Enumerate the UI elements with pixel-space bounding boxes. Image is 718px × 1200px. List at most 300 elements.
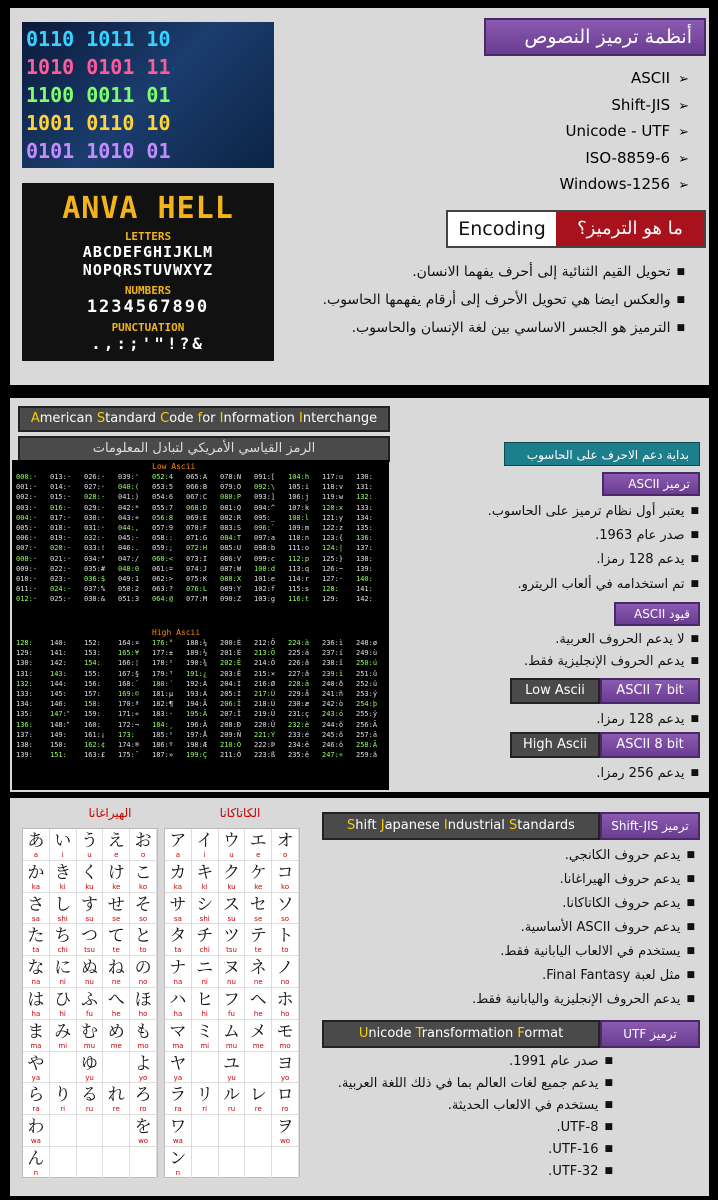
kana-char: さ xyxy=(27,894,45,915)
kana-cell xyxy=(50,1020,77,1052)
ascii-table-image xyxy=(12,460,389,790)
kana-cell xyxy=(23,988,50,1020)
kana-cell xyxy=(130,861,157,893)
kana-cell xyxy=(192,1115,219,1147)
sjis-bullet: ■ يدعم حروف الهيراغانا. xyxy=(560,872,695,887)
kana-cell xyxy=(192,1083,219,1115)
kana-cell xyxy=(272,1083,299,1115)
kana-cell xyxy=(219,1020,246,1052)
ascii-entry: 167:§ xyxy=(118,669,140,678)
ascii-entry: 026:· xyxy=(84,473,106,481)
kana-romaji: ko xyxy=(281,882,290,891)
kana-cell xyxy=(272,924,299,956)
ascii-entry: 178:² xyxy=(152,659,174,668)
ascii-entry: 159: xyxy=(84,710,107,719)
ascii-column xyxy=(50,638,84,760)
limit-bullet: ■ لا يدعم الحروف العربية. xyxy=(555,632,699,647)
kana-romaji: me xyxy=(110,1041,122,1050)
ascii-entry: 078:N xyxy=(220,473,242,481)
system-item: ➢ Windows-1256 xyxy=(469,172,689,199)
kana-romaji: o xyxy=(282,851,288,859)
ascii-entry: 003:· xyxy=(16,503,38,512)
ascii-entry: 013:· xyxy=(50,473,72,481)
ascii-entry: 011:· xyxy=(16,585,38,594)
svg-text:1100 0011 01: 1100 0011 01 xyxy=(26,83,171,107)
kana-char: む xyxy=(80,1021,98,1042)
ascii-entry: 015:· xyxy=(50,493,72,502)
ascii-entry: 183:· xyxy=(152,710,174,719)
ascii-entry: 155: xyxy=(84,669,106,678)
high-ascii-bullet: ■ يدعم 256 رمزا. xyxy=(596,766,699,781)
ascii-entry: 197:Å xyxy=(186,730,208,739)
ascii-entry: 066:B xyxy=(186,483,208,492)
kana-romaji: nu xyxy=(227,978,236,987)
kana-char: る xyxy=(80,1085,98,1106)
kana-romaji: na xyxy=(31,978,41,987)
kana-romaji: mo xyxy=(137,1041,149,1050)
ascii-column xyxy=(84,638,118,760)
ascii-entry: 157: xyxy=(84,689,106,698)
ascii-entry: 031:· xyxy=(84,523,106,532)
kana-char: い xyxy=(54,831,72,851)
ascii-entry: 246:ö xyxy=(322,740,344,749)
sjis-bullet: ■ يدعم حروف ASCII الأساسية. xyxy=(521,920,695,935)
system-item: ➢ ASCII xyxy=(469,66,689,93)
kana-char: ア xyxy=(169,831,187,851)
ascii-entry: 209:Ñ xyxy=(220,730,242,739)
kana-cell xyxy=(130,1083,157,1115)
ascii-entry: 132: xyxy=(16,679,39,688)
font-specimen-image xyxy=(22,183,274,361)
ascii-entry: 128: xyxy=(16,639,39,647)
kana-cell xyxy=(165,1052,192,1084)
kana-romaji: a xyxy=(33,851,39,859)
ascii-entry: 085:U xyxy=(220,544,242,553)
ascii-entry: 176:° xyxy=(152,639,174,647)
ascii-entry: 010:· xyxy=(16,574,38,583)
kana-cell xyxy=(272,1115,299,1147)
kana-cell xyxy=(77,1052,104,1084)
kana-cell xyxy=(192,924,219,956)
kana-cell xyxy=(23,893,50,925)
ascii-entry: 133: xyxy=(356,503,379,512)
kana-romaji: me xyxy=(252,1041,264,1050)
numbers-label: NUMBERS xyxy=(124,284,172,297)
kana-romaji: no xyxy=(280,978,290,987)
ascii-entry: 140: xyxy=(50,639,73,647)
kana-cell xyxy=(245,893,272,925)
ascii-entry: 129: xyxy=(16,649,39,658)
kana-romaji: wa xyxy=(30,1137,41,1146)
panel-text-encoding-systems xyxy=(10,8,709,385)
kana-romaji: u xyxy=(87,851,92,859)
ascii-entry: 063:? xyxy=(152,585,174,594)
ascii-entry: 005:· xyxy=(16,523,38,532)
ascii-entry: 211:Ó xyxy=(220,751,242,760)
kana-romaji: ke xyxy=(112,882,121,891)
kana-cell xyxy=(50,829,77,861)
ascii-entry: 135: xyxy=(16,710,39,719)
kana-cell xyxy=(165,1083,192,1115)
ascii-entry: 237:í xyxy=(322,649,344,658)
kana-romaji: ne xyxy=(111,978,121,987)
kana-cell xyxy=(245,1147,272,1179)
ascii-column xyxy=(220,472,254,604)
kana-char: も xyxy=(134,1021,152,1042)
ascii-entry: 248:ø xyxy=(356,639,378,647)
kana-romaji: ta xyxy=(174,946,182,955)
kana-cell xyxy=(219,893,246,925)
kana-char: ネ xyxy=(249,958,267,979)
ascii-entry: 189:½ xyxy=(186,649,208,658)
ascii-entry: 224:à xyxy=(288,639,310,647)
kana-cell xyxy=(130,829,157,861)
ascii-entry: 068:D xyxy=(186,503,208,512)
ascii-entry: 126:~ xyxy=(322,564,344,573)
acronym-letter: U xyxy=(358,1026,369,1041)
kana-char: テ xyxy=(249,926,267,947)
ascii-entry: 221:Ý xyxy=(254,730,276,739)
letters-label: LETTERS xyxy=(124,230,172,243)
ascii-entry: 072:H xyxy=(186,544,208,553)
ascii-entry: 147: xyxy=(50,710,69,719)
ascii-entry: 073:I xyxy=(186,554,208,563)
kana-char: ツ xyxy=(222,926,240,947)
ascii-entry: 067:C xyxy=(186,493,208,502)
kana-cell xyxy=(272,861,299,893)
ascii-entry: 108:l xyxy=(288,513,310,522)
ascii-entry: 045:- xyxy=(118,534,140,543)
kana-char: わ xyxy=(27,1117,45,1138)
ascii-entry: 102:f xyxy=(254,585,276,594)
kana-cell xyxy=(245,1020,272,1052)
sjis-bullet: ■ يدعم حروف الكاتاكانا. xyxy=(562,896,695,911)
kana-romaji: ki xyxy=(59,882,66,891)
kana-char: ヌ xyxy=(222,958,240,979)
acronym-letter: C xyxy=(160,411,170,426)
ascii-entry: 208:Ð xyxy=(220,720,242,729)
ascii-entry: 142: xyxy=(50,659,73,668)
ascii-column xyxy=(220,638,254,760)
ascii-entry: 217:Ù xyxy=(254,689,276,698)
kana-cell xyxy=(192,893,219,925)
ascii-column xyxy=(152,472,186,604)
encoding-heading xyxy=(446,210,706,248)
kana-char: た xyxy=(27,926,45,947)
kana-romaji: e xyxy=(256,851,261,859)
ascii-entry: 235:ë xyxy=(288,751,310,760)
high-ascii-heading xyxy=(510,732,700,758)
utf-full-text: Unicode Transformation Format xyxy=(358,1026,564,1041)
ascii-entry: 203:Ë xyxy=(220,669,242,678)
ascii-entry: 202:Ê xyxy=(220,659,242,668)
utf-full-name xyxy=(322,1020,600,1048)
kana-romaji: sa xyxy=(173,914,182,923)
ascii-column xyxy=(356,472,390,604)
kana-romaji: i xyxy=(61,851,64,859)
kana-cell xyxy=(219,988,246,1020)
ascii-entry: 216:Ø xyxy=(254,679,276,688)
ascii-entry: 034:" xyxy=(84,554,106,563)
kana-romaji: mi xyxy=(58,1041,68,1050)
sjis-heading xyxy=(322,812,700,840)
ascii-entry: 021:· xyxy=(50,554,72,563)
kana-cell xyxy=(50,1083,77,1115)
ascii-entry: 082:R xyxy=(220,513,242,522)
sjis-full-text: Shift Japanese Industrial Standards xyxy=(347,818,575,833)
kana-cell xyxy=(50,893,77,925)
acronym-letter: A xyxy=(30,411,40,426)
ascii-entry: 192:À xyxy=(186,679,208,688)
ascii-entry: 196:Ä xyxy=(186,720,208,729)
ascii-entry: 230:æ xyxy=(288,700,310,709)
ascii-entry: 121:y xyxy=(322,513,344,522)
ascii-entry: 053:5 xyxy=(152,483,174,492)
kana-cell xyxy=(165,829,192,861)
kana-romaji: ho xyxy=(280,1009,290,1018)
kana-char: ハ xyxy=(169,989,187,1010)
kana-cell xyxy=(219,1115,246,1147)
kana-cell xyxy=(103,1020,130,1052)
system-item: ➢ Unicode - UTF xyxy=(469,119,689,146)
ascii-entry: 234:ê xyxy=(288,740,310,749)
ascii-entry: 077:M xyxy=(186,595,208,604)
ascii-entry: 146: xyxy=(50,700,72,709)
utf-heading xyxy=(322,1020,700,1048)
ascii-entry: 173: xyxy=(118,730,135,739)
kana-char: し xyxy=(54,894,72,915)
kana-romaji: yu xyxy=(227,1073,236,1082)
kana-char: ラ xyxy=(169,1085,187,1106)
ascii-entry: 244:ô xyxy=(322,720,344,729)
bullet-item: ■ تحويل القيم الثنائية إلى أحرف يفهما الانسان. xyxy=(412,264,685,280)
kana-cell xyxy=(23,1147,50,1179)
sjis-bullet: ■ يستخدم في الالعاب اليابانية فقط. xyxy=(500,944,695,959)
kana-cell xyxy=(245,829,272,861)
kana-char: タ xyxy=(169,926,187,947)
kana-romaji: ro xyxy=(139,1105,147,1114)
kana-cell xyxy=(103,1115,130,1147)
ascii-entry: 207:Ï xyxy=(220,710,242,719)
kana-char: く xyxy=(80,862,98,883)
kana-cell xyxy=(103,1147,130,1179)
kana-cell xyxy=(23,924,50,956)
kana-cell xyxy=(130,1020,157,1052)
ascii-entry: 166:¦ xyxy=(118,659,140,668)
systems-list xyxy=(469,66,689,199)
letters-row-1: ABCDEFGHIJKLM xyxy=(82,243,214,261)
kana-char: の xyxy=(134,958,152,979)
utf-bullet: ■ يدعم جميع لغات العالم بما في ذلك اللغة العربية. xyxy=(338,1076,613,1091)
punctuation-label: PUNCTUATION xyxy=(111,321,185,334)
ascii-entry: 035:# xyxy=(84,564,106,573)
ascii-entry: 122:z xyxy=(322,523,344,532)
kana-cell xyxy=(219,829,246,861)
ascii-entry: 056:8 xyxy=(152,513,174,522)
ascii-entry: 080:P xyxy=(220,493,242,502)
kana-cell xyxy=(272,1020,299,1052)
ascii-entry: 048:0 xyxy=(118,564,140,573)
ascii-entry: 049:1 xyxy=(118,574,140,583)
ascii-entry: 065:A xyxy=(186,473,208,481)
kana-cell xyxy=(77,829,104,861)
ascii-entry: 017:· xyxy=(50,513,72,522)
low-ascii-label: Low Ascii xyxy=(510,678,600,704)
ascii-bullet: ■ يدعم 128 رمزا. xyxy=(596,552,699,567)
svg-text:0110 1011 10: 0110 1011 10 xyxy=(26,27,171,51)
kana-char: と xyxy=(134,926,152,947)
ascii-entry: 076:L xyxy=(186,585,208,594)
kana-romaji: he xyxy=(111,1009,121,1018)
ascii-entry: 014:· xyxy=(50,483,72,492)
ascii-column xyxy=(322,638,356,760)
kana-romaji: i xyxy=(203,851,206,859)
kana-cell xyxy=(130,924,157,956)
kana-cell xyxy=(130,1115,157,1147)
kana-romaji: nu xyxy=(85,978,94,987)
kana-romaji: ta xyxy=(32,946,40,955)
kana-romaji: ma xyxy=(30,1041,42,1050)
kana-char: ら xyxy=(27,1085,45,1106)
ascii-entry: 222:Þ xyxy=(254,740,276,749)
kana-char: か xyxy=(27,862,45,883)
ascii-entry: 162:¢ xyxy=(84,740,106,749)
utf-bullet: ■ UTF-32. xyxy=(548,1164,613,1179)
ascii-entry: 205:Í xyxy=(220,689,242,698)
ascii-entry: 050:2 xyxy=(118,585,140,594)
ascii-entry: 081:Q xyxy=(220,503,242,512)
kana-romaji: fu xyxy=(228,1009,235,1018)
kana-romaji: ku xyxy=(227,882,236,891)
acronym-letter: S xyxy=(347,818,356,833)
ascii-entry: 201:É xyxy=(220,649,242,658)
kana-char: そ xyxy=(134,894,152,915)
ascii-entry: 215:× xyxy=(254,669,276,678)
kana-romaji: ha xyxy=(31,1009,41,1018)
ascii-entry: 158: xyxy=(84,700,107,709)
kana-romaji: ru xyxy=(227,1105,236,1114)
ascii-column xyxy=(356,638,390,760)
kana-char: フ xyxy=(222,989,240,1010)
ascii-entry: 154: xyxy=(84,659,106,668)
kana-cell xyxy=(103,861,130,893)
ascii-entry: 039:' xyxy=(118,473,140,481)
svg-text:1001 0110 10: 1001 0110 10 xyxy=(26,111,171,135)
kana-romaji: ku xyxy=(85,882,94,891)
kana-romaji: ri xyxy=(202,1105,208,1114)
ascii-entry: 114:r xyxy=(288,574,310,583)
kana-char: ユ xyxy=(222,1053,240,1074)
kana-romaji: ya xyxy=(173,1073,183,1082)
ascii-entry: 018:· xyxy=(50,523,72,532)
ascii-entry: 131: xyxy=(356,483,379,492)
ascii-entry: 027:· xyxy=(84,483,106,492)
kana-cell xyxy=(272,829,299,861)
kana-romaji: o xyxy=(140,851,146,859)
ascii-entry: 164:¤ xyxy=(118,639,140,647)
kana-char: よ xyxy=(134,1053,152,1074)
kana-cell xyxy=(245,1083,272,1115)
encoding-label-ar: ما هو الترميز؟ xyxy=(556,212,704,246)
ascii-entry: 255:ÿ xyxy=(356,710,378,719)
kana-cell xyxy=(130,988,157,1020)
ascii-entry: 177:± xyxy=(152,649,174,658)
ascii-entry: 128: xyxy=(322,585,345,594)
ascii-entry: 138: xyxy=(356,554,379,563)
kana-char: て xyxy=(107,926,125,947)
kana-romaji: tsu xyxy=(84,946,95,955)
high-ascii-label: High Ascii xyxy=(510,732,600,758)
ascii-entry: 142: xyxy=(356,595,379,604)
ascii-entry: 186:º xyxy=(152,740,174,749)
high-ascii-title: High Ascii xyxy=(152,628,201,637)
kana-cell xyxy=(272,1052,299,1084)
acronym-letter: I xyxy=(219,411,224,426)
ascii-entry: 000:· xyxy=(16,473,38,481)
kana-romaji: he xyxy=(253,1009,263,1018)
ascii-entry: 136: xyxy=(16,720,39,729)
sjis-bullet: ■ يدعم حروف الكانجي. xyxy=(565,848,695,863)
ascii-entry: 240:ð xyxy=(322,679,344,688)
ascii-entry: 094:^ xyxy=(254,503,276,512)
ascii-entry: 001:· xyxy=(16,483,38,492)
acronym-letter: I xyxy=(299,411,303,426)
ascii-entry: 089:Y xyxy=(220,585,242,594)
kana-char: ゆ xyxy=(80,1053,98,1074)
ascii-entry: 115:s xyxy=(288,585,310,594)
acronym-letter: J xyxy=(380,818,385,833)
kana-cell xyxy=(23,861,50,893)
kana-cell xyxy=(50,956,77,988)
ascii-entry: 074:J xyxy=(186,564,208,573)
kana-cell xyxy=(50,1147,77,1179)
kana-romaji: yo xyxy=(138,1073,148,1082)
ascii-entry: 079:O xyxy=(220,483,242,492)
ascii-entry: 064:@ xyxy=(152,595,174,604)
ascii-entry: 016:· xyxy=(50,503,72,512)
ascii-entry: 141: xyxy=(50,649,73,658)
kana-char: り xyxy=(54,1085,72,1106)
ascii-entry: 139: xyxy=(16,751,39,760)
kana-char: ナ xyxy=(169,958,187,979)
kana-char: つ xyxy=(80,926,98,947)
kana-cell xyxy=(192,829,219,861)
ascii-entry: 188:¼ xyxy=(186,639,208,647)
ascii-entry: 041:) xyxy=(118,493,140,502)
low-ascii-heading xyxy=(510,678,700,704)
ascii-entry: 071:G xyxy=(186,534,208,543)
kana-char: サ xyxy=(169,894,187,915)
kana-romaji: so xyxy=(281,914,290,923)
ascii-entry: 043:+ xyxy=(118,513,140,522)
kana-cell xyxy=(165,1020,192,1052)
kana-romaji: chi xyxy=(57,946,68,955)
ascii-entry: 254:þ xyxy=(356,700,378,709)
ascii-entry: 256:Ā xyxy=(356,720,378,729)
ascii-column xyxy=(16,472,50,604)
kana-char: ヘ xyxy=(249,989,267,1010)
acronym-letter: F xyxy=(517,1026,525,1041)
ascii-entry: 061:= xyxy=(152,564,174,573)
kana-cell xyxy=(77,956,104,988)
kana-char: ウ xyxy=(222,831,240,851)
kana-romaji: su xyxy=(85,914,94,923)
kana-romaji: ho xyxy=(138,1009,148,1018)
kana-cell xyxy=(103,924,130,956)
kana-char: れ xyxy=(107,1085,125,1106)
ascii-entry: 148: xyxy=(50,720,69,729)
kana-cell xyxy=(50,861,77,893)
